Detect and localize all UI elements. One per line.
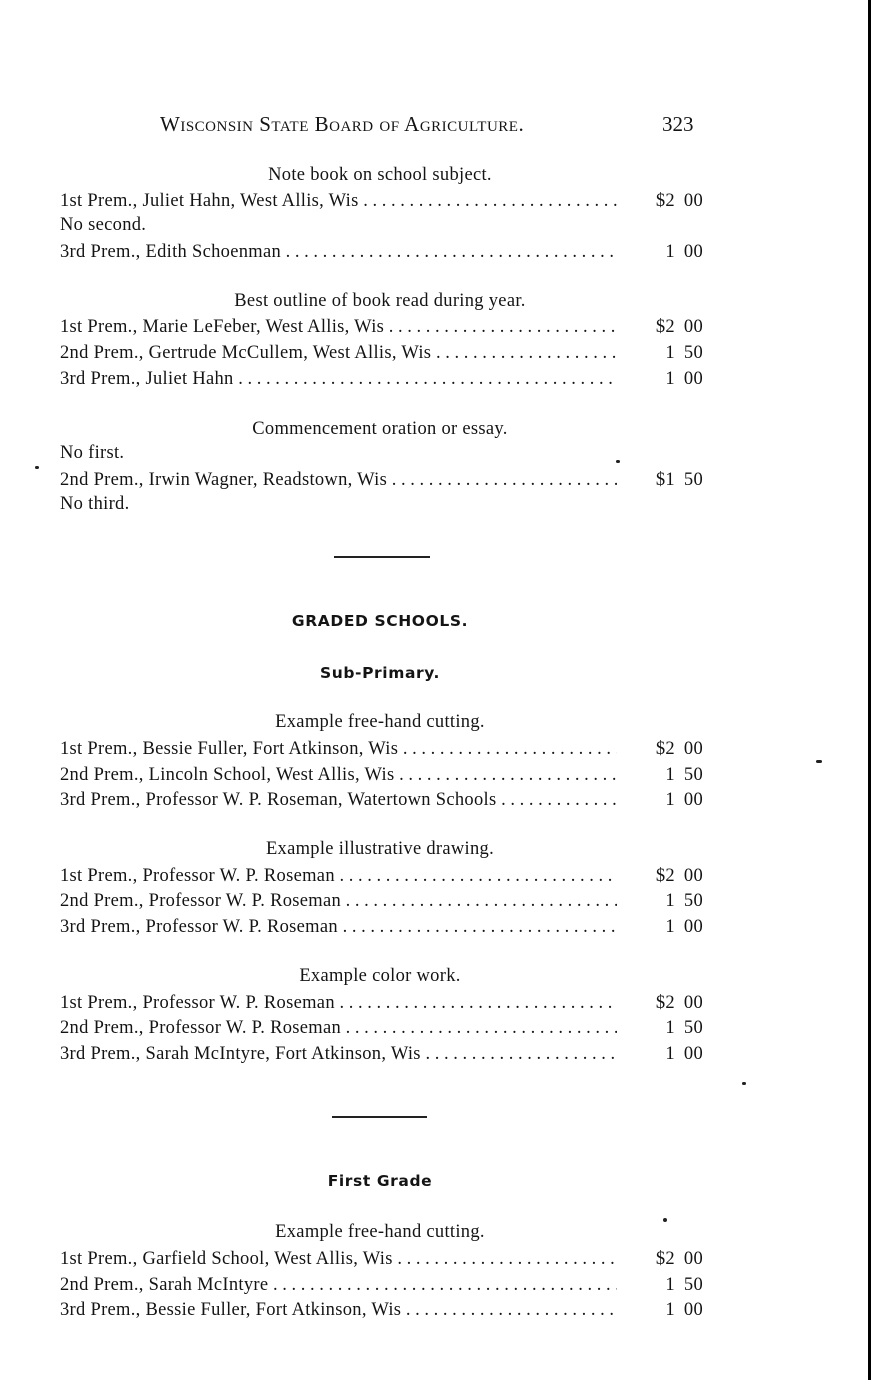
award-amount: 1 50	[617, 891, 703, 912]
award-label: 3rd Prem., Sarah McIntyre, Fort Atkinson, Wis . . .	[60, 1044, 628, 1065]
award-label: 1st Prem., Marie LeFeber, West Allis, Wis . . .	[60, 317, 628, 338]
award-amount: $2 00	[617, 191, 703, 212]
award-label: 2nd Prem., Professor W. P. Roseman . . .	[60, 1018, 628, 1039]
award-row	[60, 790, 705, 814]
no-award-note: No third.	[60, 494, 130, 514]
scan-speck	[663, 1218, 667, 1222]
award-label: 2nd Prem., Professor W. P. Roseman . . .	[60, 891, 628, 912]
award-row	[60, 1044, 705, 1068]
award-label: 3rd Prem., Edith Schoenman . . .	[60, 242, 628, 263]
scan-speck	[35, 466, 39, 469]
award-amount: $1 50	[617, 470, 703, 491]
section-subtitle-sub-primary: Sub-Primary.	[319, 664, 441, 682]
award-amount: $2 00	[617, 317, 703, 338]
award-amount: $2 00	[617, 1249, 703, 1270]
award-amount: 1 50	[617, 765, 703, 786]
page-number: 323	[662, 112, 694, 136]
award-amount: 1 00	[617, 1044, 703, 1065]
award-label: 2nd Prem., Gertrude McCullem, West Allis, Wis . . .	[60, 343, 628, 364]
award-amount: 1 00	[617, 369, 703, 390]
section-divider	[334, 556, 430, 558]
award-label: 3rd Prem., Professor W. P. Roseman . . .	[60, 917, 628, 938]
award-amount: 1 50	[617, 343, 703, 364]
category-caption-color: Example color work.	[299, 966, 461, 986]
award-label: 1st Prem., Professor W. P. Roseman . . .	[60, 866, 628, 887]
award-row	[60, 866, 705, 890]
award-row	[60, 317, 705, 341]
award-row	[60, 739, 705, 763]
section-title-first-grade: First Grade	[327, 1172, 433, 1190]
no-award-note: No first.	[60, 443, 125, 463]
award-row	[60, 470, 705, 494]
category-caption-commencement: Commencement oration or essay.	[252, 419, 508, 439]
award-label: 2nd Prem., Sarah McIntyre . . .	[60, 1275, 628, 1296]
award-amount: 1 00	[617, 242, 703, 263]
award-label: 2nd Prem., Lincoln School, West Allis, Wis . . .	[60, 765, 628, 786]
award-label: 1st Prem., Garfield School, West Allis, Wis . . .	[60, 1249, 628, 1270]
award-amount: $2 00	[617, 866, 703, 887]
no-award-note: No second.	[60, 215, 147, 235]
award-label: 1st Prem., Bessie Fuller, Fort Atkinson, Wis . . .	[60, 739, 628, 760]
scan-speck	[616, 460, 620, 463]
award-row	[60, 1018, 705, 1042]
award-row	[60, 1300, 705, 1324]
scan-speck	[742, 1082, 746, 1085]
award-row	[60, 369, 705, 393]
award-row	[60, 765, 705, 789]
award-label: 1st Prem., Professor W. P. Roseman . . .	[60, 993, 628, 1014]
award-label: 3rd Prem., Juliet Hahn . . .	[60, 369, 628, 390]
award-amount: 1 00	[617, 1300, 703, 1321]
award-label: 3rd Prem., Professor W. P. Roseman, Watertown Schools . . .	[60, 790, 628, 811]
category-caption-cutting: Example free-hand cutting.	[275, 712, 485, 732]
award-row	[60, 917, 705, 941]
scan-speck	[816, 760, 822, 763]
category-caption-cutting: Example free-hand cutting.	[275, 1222, 485, 1242]
award-label: 1st Prem., Juliet Hahn, West Allis, Wis . . .	[60, 191, 628, 212]
page-header	[0, 112, 871, 140]
award-row	[60, 191, 705, 215]
award-label: 2nd Prem., Irwin Wagner, Readstown, Wis . . .	[60, 470, 628, 491]
award-label: 3rd Prem., Bessie Fuller, Fort Atkinson, Wis . . .	[60, 1300, 628, 1321]
section-divider	[332, 1116, 427, 1118]
section-title-graded-schools: GRADED SCHOOLS.	[291, 612, 469, 630]
award-row	[60, 343, 705, 367]
award-amount: 1 00	[617, 917, 703, 938]
award-amount: $2 00	[617, 739, 703, 760]
category-caption-note-book: Note book on school subject.	[268, 165, 492, 185]
award-amount: 1 00	[617, 790, 703, 811]
award-row	[60, 1275, 705, 1299]
award-amount: 1 50	[617, 1018, 703, 1039]
category-caption-outline: Best outline of book read during year.	[234, 291, 526, 311]
award-amount: $2 00	[617, 993, 703, 1014]
running-title: Wisconsin State Board of Agriculture.	[160, 112, 525, 136]
category-caption-drawing: Example illustrative drawing.	[265, 839, 495, 859]
award-amount: 1 50	[617, 1275, 703, 1296]
award-row	[60, 993, 705, 1017]
award-row	[60, 1249, 705, 1273]
award-row	[60, 242, 705, 266]
award-row	[60, 891, 705, 915]
